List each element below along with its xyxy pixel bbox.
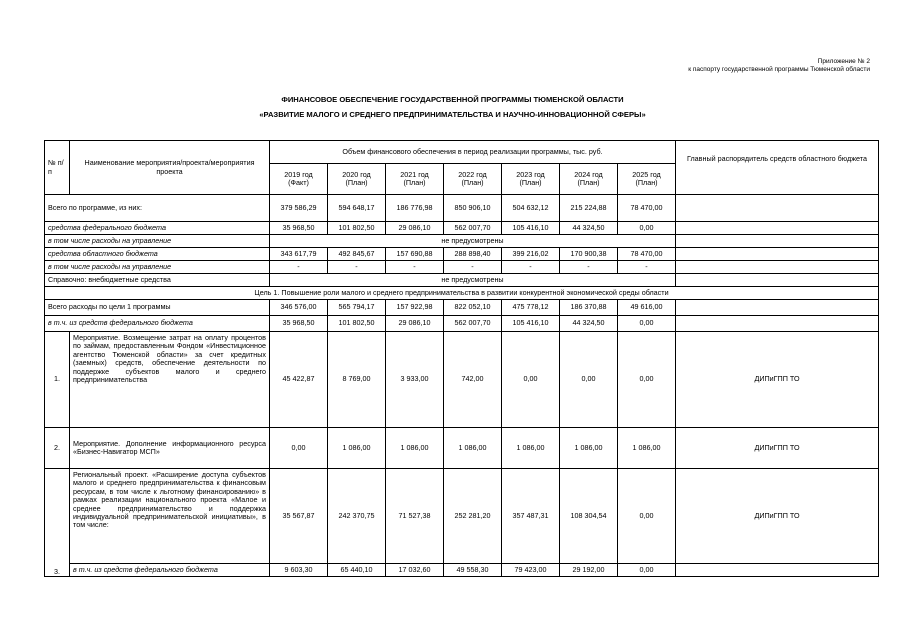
cell-value: - <box>502 261 560 274</box>
cell-value: 105 416,10 <box>502 316 560 332</box>
cell-distributor: ДИПиГПП ТО <box>676 428 879 469</box>
cell-value: 35 567,87 <box>270 469 328 564</box>
cell-value: 242 370,75 <box>328 469 386 564</box>
cell-value: 562 007,70 <box>444 316 502 332</box>
cell-value: 3 933,00 <box>386 332 444 428</box>
header-num: № п/п <box>45 141 70 195</box>
cell-value: 8 769,00 <box>328 332 386 428</box>
row-goal <box>45 287 879 300</box>
header-distributor: Главный распорядитель средств областного бюджета <box>676 141 879 195</box>
year-col: 2020 год (План) <box>328 164 386 195</box>
cell-value: - <box>444 261 502 274</box>
cell-value: 562 007,70 <box>444 222 502 235</box>
cell-value: 186 776,98 <box>386 195 444 222</box>
header-volume: Объем финансового обеспечения в период реализации программы, тыс. руб. <box>270 141 676 164</box>
cell-empty <box>676 235 879 248</box>
cell-value: 504 632,12 <box>502 195 560 222</box>
cell-value: 252 281,20 <box>444 469 502 564</box>
cell-value: 35 968,50 <box>270 222 328 235</box>
row-label: Региональный проект. «Расширение доступа субъектов малого и среднего предпринимательства к финансовым ресурсам, в том числе к льготному финансированию» в рамках реализации национального проекта «Малое и среднее предпринимательство и поддержка индивидуальной предпринимательской инициативы», в том числе: <box>70 469 270 564</box>
row-number: 2. <box>45 428 70 469</box>
goal-heading: Цель 1. Повышение роли малого и среднего предпринимательства в развитии конкурентной экономической среды области <box>45 287 879 300</box>
cell-note: не предусмотрены <box>270 274 676 287</box>
row-label: в том числе расходы на управление <box>45 261 270 274</box>
cell-value: 157 690,88 <box>386 248 444 261</box>
row-number: 1. <box>45 332 70 428</box>
cell-value: 29 192,00 <box>560 564 618 577</box>
year-col: 2023 год (План) <box>502 164 560 195</box>
cell-value: 1 086,00 <box>560 428 618 469</box>
cell-note: не предусмотрены <box>270 235 676 248</box>
row-label: Мероприятие. Возмещение затрат на оплату процентов по займам, предоставленным Фондом «Инвестиционное агентство Тюменской области» за счет кредитных (заемных) средств, обеспечение деятельности по поддержке субъектов малого и среднего предпринимательства <box>70 332 270 428</box>
cell-empty <box>676 195 879 222</box>
cell-empty <box>676 261 879 274</box>
appendix-line-1: Приложение № 2 <box>817 58 870 65</box>
cell-value: 343 617,79 <box>270 248 328 261</box>
cell-value: - <box>328 261 386 274</box>
cell-value: 399 216,02 <box>502 248 560 261</box>
row-mgmt-2 <box>45 261 879 274</box>
cell-value: - <box>270 261 328 274</box>
cell-value: 1 086,00 <box>618 428 676 469</box>
cell-value: 0,00 <box>618 564 676 577</box>
row-project-3-federal <box>45 564 879 577</box>
cell-value: 186 370,88 <box>560 300 618 316</box>
cell-value: 44 324,50 <box>560 222 618 235</box>
cell-distributor: ДИПиГПП ТО <box>676 332 879 428</box>
cell-value: 0,00 <box>618 469 676 564</box>
cell-value: - <box>386 261 444 274</box>
cell-empty <box>676 222 879 235</box>
cell-value: 157 922,98 <box>386 300 444 316</box>
row-total <box>45 195 879 222</box>
row-goal-federal <box>45 316 879 332</box>
row-label: средства федерального бюджета <box>45 222 270 235</box>
row-measure-1 <box>45 332 879 428</box>
cell-value: 357 487,31 <box>502 469 560 564</box>
cell-value: 101 802,50 <box>328 316 386 332</box>
cell-value: 65 440,10 <box>328 564 386 577</box>
cell-value: 71 527,38 <box>386 469 444 564</box>
row-label: Всего по программе, из них: <box>45 195 270 222</box>
cell-value: 215 224,88 <box>560 195 618 222</box>
finance-table <box>44 140 879 577</box>
cell-empty <box>676 564 879 577</box>
cell-value: 0,00 <box>618 332 676 428</box>
row-label: Всего расходы по цели 1 программы <box>45 300 270 316</box>
row-label: Мероприятие. Дополнение информационного ресурса «Бизнес-Навигатор МСП» <box>70 428 270 469</box>
cell-value: 17 032,60 <box>386 564 444 577</box>
cell-value: 49 558,30 <box>444 564 502 577</box>
cell-distributor: ДИПиГПП ТО <box>676 469 879 564</box>
row-number: 3. <box>45 469 70 577</box>
cell-value: 594 648,17 <box>328 195 386 222</box>
cell-value: - <box>560 261 618 274</box>
cell-value: 0,00 <box>560 332 618 428</box>
cell-empty <box>676 248 879 261</box>
cell-value: 44 324,50 <box>560 316 618 332</box>
cell-value: - <box>618 261 676 274</box>
cell-value: 79 423,00 <box>502 564 560 577</box>
row-label: в т.ч. из средств федерального бюджета <box>70 564 270 577</box>
row-measure-2 <box>45 428 879 469</box>
cell-value: 492 845,67 <box>328 248 386 261</box>
row-label: средства областного бюджета <box>45 248 270 261</box>
appendix-note <box>688 58 870 74</box>
cell-value: 565 794,17 <box>328 300 386 316</box>
cell-value: 9 603,30 <box>270 564 328 577</box>
year-col: 2024 год (План) <box>560 164 618 195</box>
cell-value: 45 422,87 <box>270 332 328 428</box>
cell-value: 1 086,00 <box>502 428 560 469</box>
cell-value: 105 416,10 <box>502 222 560 235</box>
year-col: 2025 год (План) <box>618 164 676 195</box>
cell-value: 49 616,00 <box>618 300 676 316</box>
cell-value: 379 586,29 <box>270 195 328 222</box>
row-label: в т.ч. из средств федерального бюджета <box>45 316 270 332</box>
appendix-line-2: к паспорту государственной программы Тюменской области <box>688 66 870 73</box>
row-regional <box>45 248 879 261</box>
row-label: в том числе расходы на управление <box>45 235 270 248</box>
row-project-3 <box>45 469 879 564</box>
row-offbudget <box>45 274 879 287</box>
cell-value: 1 086,00 <box>386 428 444 469</box>
cell-value: 78 470,00 <box>618 248 676 261</box>
cell-value: 29 086,10 <box>386 316 444 332</box>
cell-value: 850 906,10 <box>444 195 502 222</box>
cell-value: 346 576,00 <box>270 300 328 316</box>
cell-empty <box>676 300 879 316</box>
cell-value: 742,00 <box>444 332 502 428</box>
row-mgmt-1 <box>45 235 879 248</box>
cell-value: 1 086,00 <box>444 428 502 469</box>
header-name: Наименование мероприятия/проекта/мероприятия проекта <box>70 141 270 195</box>
cell-empty <box>676 274 879 287</box>
cell-value: 0,00 <box>270 428 328 469</box>
cell-value: 101 802,50 <box>328 222 386 235</box>
cell-value: 0,00 <box>618 316 676 332</box>
cell-value: 288 898,40 <box>444 248 502 261</box>
cell-value: 822 052,10 <box>444 300 502 316</box>
document-subtitle: «РАЗВИТИЕ МАЛОГО И СРЕДНЕГО ПРЕДПРИНИМАТЕЛЬСТВА И НАУЧНО-ИННОВАЦИОННОЙ СФЕРЫ» <box>259 110 646 119</box>
document-title: ФИНАНСОВОЕ ОБЕСПЕЧЕНИЕ ГОСУДАРСТВЕННОЙ ПРОГРАММЫ ТЮМЕНСКОЙ ОБЛАСТИ <box>281 95 624 104</box>
row-federal <box>45 222 879 235</box>
cell-value: 35 968,50 <box>270 316 328 332</box>
year-col: 2021 год (План) <box>386 164 444 195</box>
cell-value: 1 086,00 <box>328 428 386 469</box>
cell-value: 78 470,00 <box>618 195 676 222</box>
cell-value: 29 086,10 <box>386 222 444 235</box>
row-label: Справочно: внебюджетные средства <box>45 274 270 287</box>
cell-value: 0,00 <box>618 222 676 235</box>
cell-value: 0,00 <box>502 332 560 428</box>
row-goal-total <box>45 300 879 316</box>
cell-value: 108 304,54 <box>560 469 618 564</box>
cell-empty <box>676 316 879 332</box>
cell-value: 475 778,12 <box>502 300 560 316</box>
header-row <box>45 141 879 164</box>
year-col: 2019 год (Факт) <box>270 164 328 195</box>
year-col: 2022 год (План) <box>444 164 502 195</box>
cell-value: 170 900,38 <box>560 248 618 261</box>
